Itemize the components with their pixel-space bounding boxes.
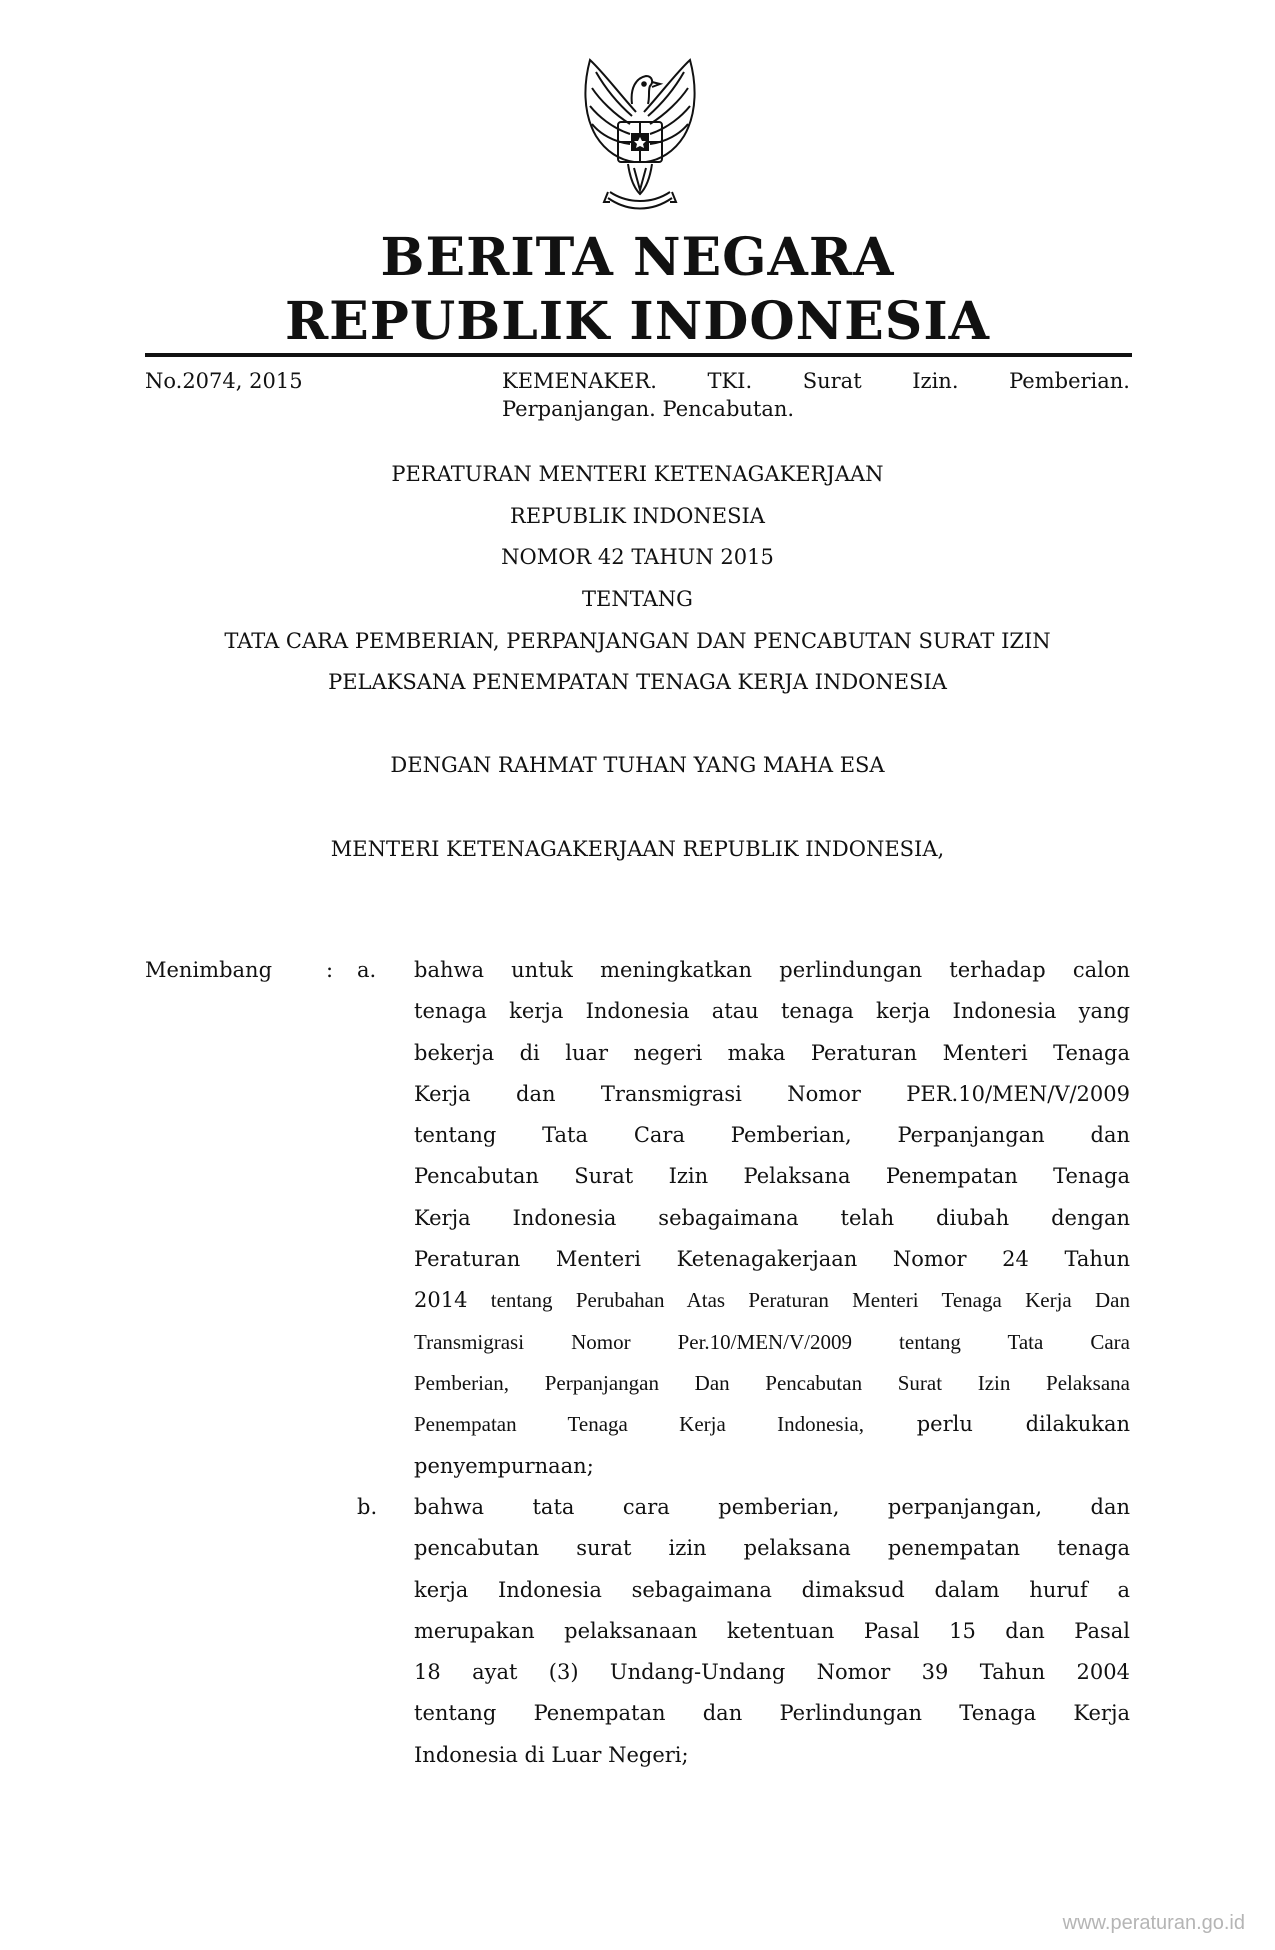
text-line: bekerja di luar negeri maka Peraturan Menteri Tenaga: [414, 1040, 1130, 1065]
text-line: Indonesia di Luar Negeri;: [414, 1742, 689, 1767]
garuda-emblem-icon: [548, 52, 732, 220]
text-line: tenaga kerja Indonesia atau tenaga kerja Indonesia yang: [414, 999, 1130, 1024]
text-line: merupakan pelaksanaan ketentuan Pasal 15 dan Pasal: [414, 1618, 1130, 1643]
subject-word: TKI.: [707, 369, 753, 393]
gazette-subject: [502, 366, 1130, 396]
text-fragment: 2014: [414, 1288, 468, 1313]
regulation-subject-line: PELAKSANA PENEMPATAN TENAGA KERJA INDONESIA: [328, 670, 947, 694]
text-line: Kerja Indonesia sebagaimana telah diubah dengan: [414, 1205, 1130, 1230]
text-line: Pemberian, Perpanjangan Dan Pencabutan Surat Izin Pelaksana: [414, 1370, 1130, 1395]
text-line: Kerja dan Transmigrasi Nomor PER.10/MEN/V/2009: [414, 1081, 1130, 1106]
regulation-title-line: PERATURAN MENTERI KETENAGAKERJAAN: [391, 462, 884, 486]
text-line: Pencabutan Surat Izin Pelaksana Penempatan Tenaga: [414, 1164, 1130, 1189]
footer-website-link[interactable]: www.peraturan.go.id: [1062, 1912, 1245, 1934]
text-line: [414, 1280, 1130, 1321]
text-fragment: tentang Perubahan Atas Peraturan Menteri Tenaga Kerja Dan: [467, 1288, 1130, 1313]
subject-word: Surat: [802, 369, 862, 393]
masthead-subtitle: REPUBLIK INDONESIA: [284, 291, 991, 352]
regulation-title-line: REPUBLIK INDONESIA: [510, 504, 765, 528]
subject-word: KEMENAKER.: [502, 369, 657, 393]
regulation-number: NOMOR 42 TAHUN 2015: [501, 545, 774, 569]
masthead-title: BERITA NEGARA: [380, 227, 895, 288]
text-line: bahwa tata cara pemberian, perpanjangan, dan: [414, 1495, 1130, 1519]
considering-item-b: [414, 1487, 1130, 1776]
text-line: Transmigrasi Nomor Per.10/MEN/V/2009 tentang Tata Cara: [414, 1329, 1130, 1354]
text-line: kerja Indonesia sebagaimana dimaksud dalam huruf a: [414, 1577, 1130, 1602]
considering-item-a: [414, 950, 1130, 1487]
text-line: 18 ayat (3) Undang-Undang Nomor 39 Tahun 2004: [414, 1660, 1130, 1685]
gazette-number: No.2074, 2015: [145, 369, 303, 393]
minister-heading: MENTERI KETENAGAKERJAAN REPUBLIK INDONESIA,: [330, 837, 945, 861]
considering-label: Menimbang: [145, 958, 273, 982]
text-line: pencabutan surat izin pelaksana penempatan tenaga: [414, 1536, 1130, 1561]
invocation: DENGAN RAHMAT TUHAN YANG MAHA ESA: [390, 753, 885, 777]
masthead-divider: [145, 353, 1132, 357]
text-fragment: perlu dilakukan: [863, 1412, 1130, 1437]
item-marker: a.: [357, 958, 377, 982]
text-line: bahwa untuk meningkatkan perlindungan terhadap calon: [414, 958, 1130, 982]
item-marker: b.: [357, 1495, 378, 1519]
considering-colon: :: [326, 958, 334, 982]
text-line: tentang Penempatan dan Perlindungan Tenaga Kerja: [414, 1701, 1130, 1726]
subject-word: Izin.: [912, 369, 959, 393]
regulation-subject-line: TATA CARA PEMBERIAN, PERPANJANGAN DAN PENCABUTAN SURAT IZIN: [224, 629, 1051, 653]
text-line: [414, 1404, 1130, 1445]
text-line: Peraturan Menteri Ketenagakerjaan Nomor 24 Tahun: [414, 1247, 1130, 1272]
gazette-subject-continued: Perpanjangan. Pencabutan.: [502, 397, 795, 421]
subject-word: Pemberian.: [1009, 369, 1130, 393]
text-fragment: Penempatan Tenaga Kerja Indonesia,: [414, 1412, 864, 1437]
text-line: penyempurnaan;: [414, 1453, 594, 1478]
regulation-about: TENTANG: [582, 587, 693, 611]
text-line: tentang Tata Cara Pemberian, Perpanjangan dan: [414, 1123, 1130, 1148]
